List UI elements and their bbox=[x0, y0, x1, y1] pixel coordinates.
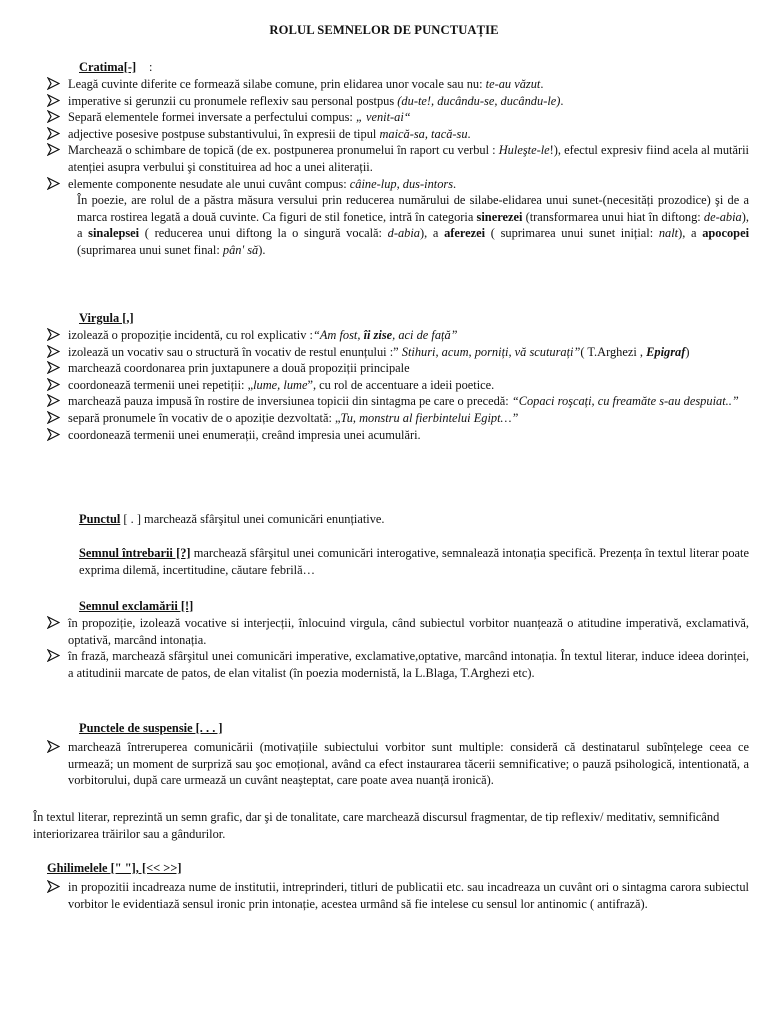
item-example: Huleşte-le bbox=[498, 143, 550, 158]
item-text: marchează coordonarea prin juxtapunere a două propoziții principale bbox=[68, 361, 410, 376]
list-item bbox=[47, 109, 749, 126]
list-item bbox=[47, 344, 749, 361]
list-item bbox=[47, 93, 749, 110]
poetry-paragraph bbox=[47, 192, 749, 258]
intrebare-text: marchează sfârşitul unei comunicări interogative, semnalează intonația specifică. Prezența în textul literar poate exprima dilemă, incertitudine, căutare febrilă… bbox=[79, 546, 749, 577]
text-run: (suprimarea unui sunet final: bbox=[77, 242, 223, 257]
item-example: „ venit-ai“ bbox=[355, 110, 411, 125]
list-item bbox=[47, 76, 749, 93]
item-example: te-au văzut bbox=[485, 77, 541, 91]
item-text: în frază, marchează sfârşitul unei comunicări imperative, exclamative,optative, marcând intonația. În textul literar, induce ideea dorinței, a atitudinii marcate de patos, de elan vitalist (în poezia modernistă, la L.Blaga, T.Arghezi etc). bbox=[68, 649, 749, 680]
text-run: ). bbox=[258, 242, 266, 257]
example: pân' să bbox=[222, 242, 259, 257]
item-tail: . bbox=[560, 93, 564, 108]
heading-ghilimele: Ghilimelele [" "], [<< >>] bbox=[47, 861, 182, 875]
item-text: Marchează o schimbare de topică (de ex. postpunerea pronumelui în raport cu verbul : bbox=[68, 143, 499, 158]
arrowhead-bullet-icon bbox=[47, 345, 60, 358]
heading-cratima bbox=[79, 59, 136, 76]
term-sinereza: sinerezei bbox=[476, 209, 523, 224]
list-item bbox=[47, 393, 749, 410]
arrowhead-bullet-icon bbox=[47, 428, 60, 441]
list-item bbox=[47, 142, 749, 175]
text-run: ), a bbox=[420, 226, 445, 241]
item-tail: . bbox=[467, 126, 471, 141]
item-text: in propozitii incadreaza nume de institutii, intreprinderi, titluri de publicatii etc. sau incadreaza un cuvânt ori o sintagma carora subiectul vorbitor le evidentiază sensul ironic prin intonație, acestea urmând să fie intelese cu sensul lor antinomic ( antifrază). bbox=[68, 880, 749, 911]
item-example: Tu, monstru al fierbintelui Egipt…” bbox=[340, 410, 519, 425]
list-item bbox=[47, 126, 749, 143]
arrowhead-bullet-icon bbox=[47, 328, 60, 341]
item-text: Separă elementele formei inversate a perfectului compus: bbox=[68, 110, 356, 125]
item-text: coordonează termenii unei repetiții: „ bbox=[68, 377, 254, 392]
text-run: ), a bbox=[77, 209, 749, 241]
term-sinalepsa: sinalepsei bbox=[88, 226, 140, 241]
item-example: (du-te!, ducându-se, ducându-le) bbox=[397, 93, 561, 108]
arrowhead-bullet-icon bbox=[47, 127, 60, 140]
arrowhead-bullet-icon bbox=[47, 394, 60, 407]
list-item bbox=[47, 410, 749, 427]
list-item bbox=[47, 327, 749, 344]
heading-cratima-label: Cratima[-] bbox=[79, 60, 137, 74]
item-text: elemente componente nesudate ale unui cuvânt compus: bbox=[68, 176, 350, 191]
virgula-list bbox=[47, 327, 749, 443]
item-text: marchează întreruperea comunicării (motivațiile subiectului vorbitor sunt multiple: consideră că destinatarul subînțelege ceea ce urmează; un moment de surpriză sau şoc emoțional, având ca efect instaurarea tăcerii semnificative; o pauză psihologică, intentionată, a vorbitorului, după care urmează un cuvânt neaşteptat, care poate avea nuanță ironică). bbox=[68, 740, 749, 788]
page-title: ROLUL SEMNELOR DE PUNCTUAȚIE bbox=[269, 23, 499, 37]
example: de-abia bbox=[703, 209, 742, 224]
item-tail: ”, cu rol de accentuare a ideii poetice. bbox=[307, 377, 495, 392]
item-tail: . bbox=[540, 77, 544, 91]
arrowhead-bullet-icon bbox=[47, 740, 60, 753]
item-source: ( T.Arghezi , bbox=[580, 344, 647, 359]
example: d-abia bbox=[387, 226, 420, 241]
arrowhead-bullet-icon bbox=[47, 616, 60, 629]
cratima-list bbox=[47, 76, 749, 259]
item-example: maică-sa, tacă-su bbox=[379, 126, 468, 141]
item-text: coordonează termenii unei enumerații, creând impresia unei acumulări. bbox=[68, 427, 421, 442]
suspensie-list bbox=[47, 739, 749, 789]
arrowhead-bullet-icon bbox=[47, 361, 60, 374]
item-example-bold: îi zise bbox=[363, 328, 393, 342]
text-run: ), a bbox=[678, 226, 703, 241]
item-tail: ) bbox=[685, 344, 690, 359]
intrebare-paragraph bbox=[79, 545, 749, 578]
punctul-paragraph bbox=[79, 511, 749, 528]
item-text: în propoziție, izolează vocative si interjecții, înlocuind virgula, când subiectul vorbitor nuanțează o atitudine imperativă, exclamativă, optativă, marcând intonația. bbox=[68, 616, 749, 647]
list-item bbox=[47, 377, 749, 394]
arrowhead-bullet-icon bbox=[47, 77, 60, 90]
list-item bbox=[47, 648, 749, 681]
arrowhead-bullet-icon bbox=[47, 378, 60, 391]
suspensie-note: În textul literar, reprezintă un semn grafic, dar şi de tonalitate, care marchează discursul fragmentar, de tip reflexiv/ meditativ, semnificând interiorizarea trăirilor sau a gândurilor. bbox=[33, 810, 720, 841]
punctul-text: [ . ] marchează sfârşitul unei comunicări enunțiative. bbox=[120, 512, 385, 526]
arrowhead-bullet-icon bbox=[47, 143, 60, 156]
arrowhead-bullet-icon bbox=[47, 411, 60, 424]
item-text: Leagă cuvinte diferite ce formează silabe comune, prin elidarea unor vocale sau nu: bbox=[68, 77, 486, 91]
text-run: ( suprimarea unui sunet inițial: bbox=[485, 226, 659, 241]
list-item bbox=[47, 879, 749, 912]
heading-punctul: Punctul bbox=[79, 512, 121, 526]
heading-intrebare: Semnul întrebarii [?] bbox=[79, 546, 191, 560]
list-item bbox=[47, 176, 749, 193]
text-run: (transformarea unui hiat în diftong: bbox=[522, 209, 704, 224]
term-apocopa: apocopei bbox=[702, 226, 750, 241]
ghilimele-list bbox=[47, 879, 749, 912]
item-text: imperative si gerunzii cu pronumele reflexiv sau personal postpus bbox=[68, 93, 398, 108]
item-example: , aci de față” bbox=[392, 328, 458, 342]
example: nalt bbox=[658, 226, 679, 241]
item-example: lume, lume bbox=[253, 377, 308, 392]
list-item bbox=[47, 360, 749, 377]
list-item bbox=[47, 739, 749, 789]
term-afereza: aferezei bbox=[444, 226, 486, 241]
list-item bbox=[47, 427, 749, 444]
list-item bbox=[47, 615, 749, 648]
arrowhead-bullet-icon bbox=[47, 110, 60, 123]
arrowhead-bullet-icon bbox=[47, 177, 60, 190]
arrowhead-bullet-icon bbox=[47, 880, 60, 893]
heading-exclamare: Semnul exclamării [!] bbox=[79, 599, 194, 613]
heading-cratima-tail: : bbox=[149, 60, 153, 74]
item-example: “Copaci roşcați, cu freamăte s-au despuiat..” bbox=[511, 394, 739, 409]
item-text: separă pronumele în vocativ de o apoziție dezvoltată: „ bbox=[68, 410, 341, 425]
exclamare-list bbox=[47, 615, 749, 681]
item-text: izolează un vocativ sau o structură în vocativ de restul enunțului :” bbox=[68, 344, 402, 359]
item-text: izolează o propoziție incidentă, cu rol explicativ : bbox=[68, 328, 313, 342]
text-run: ( reducerea unui diftong la o singură vocală: bbox=[139, 226, 388, 241]
arrowhead-bullet-icon bbox=[47, 94, 60, 107]
arrowhead-bullet-icon bbox=[47, 649, 60, 662]
item-text: adjective posesive postpuse substantivului, în expresii de tipul bbox=[68, 126, 380, 141]
item-source-title: Epigraf bbox=[646, 344, 686, 359]
item-example: “Am fost, bbox=[312, 328, 364, 342]
item-example: câine-lup, dus-intors bbox=[349, 176, 454, 191]
item-tail: !), efectul expresiv fiind acela al mutării atenției asupra verbului şi constituirea ad hoc a unei aliterații. bbox=[68, 143, 749, 174]
heading-virgula: Virgula [,] bbox=[79, 311, 134, 325]
item-tail: . bbox=[453, 176, 457, 191]
text-run: În poezie, are rolul de a păstra măsura versului prin reducerea numărului de silabe-elidarea unui sunet-(necesități prozodice) şi de a marca rostirea legată a două cuvinte. Ca figuri de stil fonetice, intră în categoria bbox=[77, 193, 749, 224]
item-text: marchează pauza impusă în rostire de inversiunea topicii din sintagma pe care o precedă: bbox=[68, 394, 512, 409]
item-example: Stihuri, acum, porniți, vă scuturați” bbox=[401, 344, 581, 359]
heading-suspensie: Punctele de suspensie [. . . ] bbox=[79, 721, 223, 735]
